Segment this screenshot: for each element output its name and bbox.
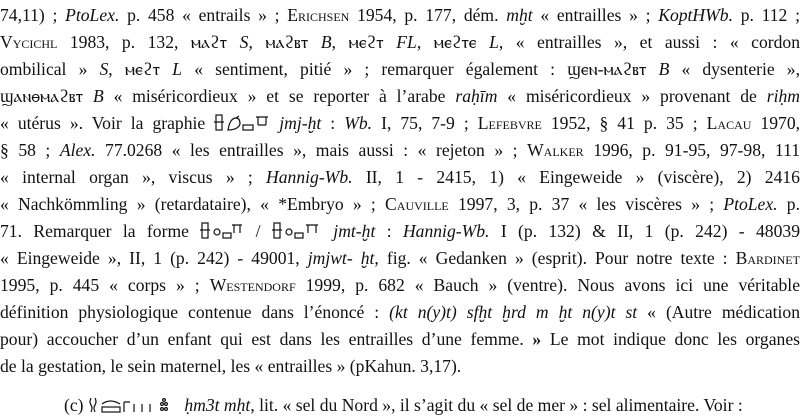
text-line-9: 71. Remarquer la forme / jmt-ḫt : Hannig-Wb. I (p. 132) & II, 1 (p. 242) - 48039 [0, 221, 800, 241]
text-line-13: pour) accoucher d’un enfant qui est dans les entrailles d’une femme. » Le mot indique donc les organes [0, 329, 800, 349]
text-line-6: § 58 ; Alex. 77.0268 « les entrailles », mais aussi : « rejeton » ; Walker 1996, p. 91-95, 97-98, 111 [0, 140, 800, 160]
text-line-12: définition physiologique contenue dans l’énoncé : (kt n(y)t) sfḫt ḫrd m ḫt n(y)t st « (Autre médication [0, 302, 800, 322]
text-line-10: « Eingeweide », II, 1 (p. 242) - 49001, jmjwt- ḫt, fig. « Gedanken » (esprit). Pour notre texte : Bardinet [0, 248, 800, 268]
text-line-7: « internal organ », viscus » ; Hannig-Wb. II, 1 - 2415, 1) « Eingeweide » (viscère), 2) 2416 [0, 167, 800, 187]
text-line-1: 74,11) ; PtoLex. p. 458 « entrails » ; Erichsen 1954, p. 177, dém. mḫt « entrailles » ; KoptHWb. p. 112 ; [0, 5, 800, 25]
text-line-14: de la gestation, le sein maternel, les « entrailles » (pKahun. 3,17). [0, 356, 462, 376]
hieroglyph-jmt-ht-b-icon [272, 222, 322, 240]
text-line-2: Vycichl 1983, p. 132, ⲙⲁϩⲧ S, ⲙⲁϩⲃⲧ B, ⲙⲉϩⲧ FL, ⲙⲉϩⲧⲉ L, « entrailles », et aussi : « cordon [0, 32, 800, 52]
text-line-5: « utérus ». Voir la graphie jmj-ḫt : Wb. I, 75, 7-9 ; Lefebvre 1952, § 41 p. 35 ; Lacau 1970, [0, 113, 800, 133]
text-line-3: ombilical » S, ⲙⲉϩⲧ L « sentiment, pitié » ; remarquer également : ϣⲉⲛ-ⲙⲁϩⲃⲧ B « dysenterie », [0, 59, 800, 79]
text-line-11: 1995, p. 445 « corps » ; Westendorf 1999, p. 682 « Bauch » (ventre). Nous avons ici une véritable [0, 275, 800, 295]
text-line-4: ϣⲁⲛⲑⲙⲁϩⲃⲧ B « miséricordieux » et se reporter à l’arabe raḥīm « miséricordieux » provenant de riḥm [0, 86, 800, 106]
item-c-line: (c) ḥm3t mḥt, lit. « sel du Nord », il s’agit du « sel de mer » : sel alimentaire. Voir : [64, 395, 743, 415]
hieroglyph-jmj-ht-icon [214, 114, 270, 132]
text-line-8: « Nachkömmling » (retardataire), « *Embryo » ; Cauville 1997, 3, p. 37 « les viscères » ; PtoLex. p. [0, 194, 800, 214]
hieroglyph-jmt-ht-a-icon [200, 222, 244, 240]
hieroglyph-hm3t-mht-icon [88, 396, 180, 414]
body-paragraph [0, 2, 800, 380]
